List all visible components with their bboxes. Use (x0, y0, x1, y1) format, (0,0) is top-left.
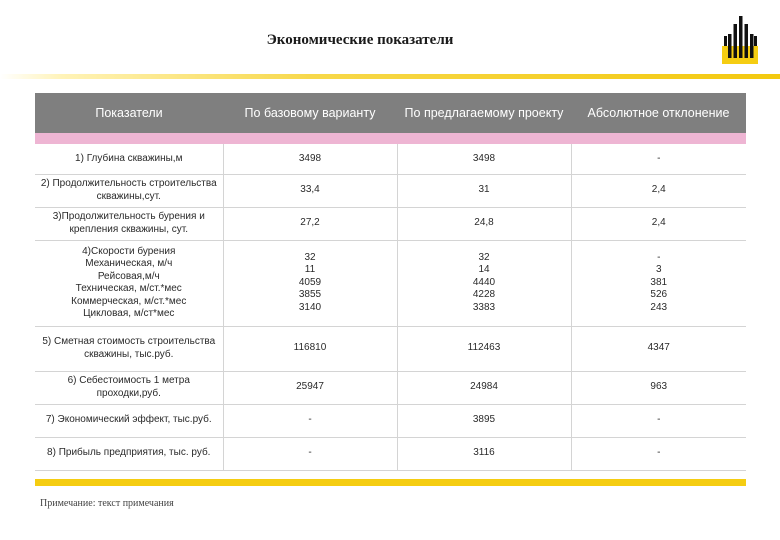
deviation-value: - (571, 437, 746, 470)
base-value: - (223, 404, 397, 437)
rosneft-logo-icon (718, 10, 762, 66)
column-header-proposed: По предлагаемому проекту (397, 93, 571, 133)
page-title: Экономические показатели (266, 32, 454, 48)
deviation-value: - 3 381 526 243 (571, 240, 746, 326)
base-value: 32 11 4059 3855 3140 (223, 240, 397, 326)
row-label: 3)Продолжительность бурения и крепления скважины, сут. (35, 207, 223, 240)
deviation-value: 963 (571, 371, 746, 404)
row-label: 1) Глубина скважины,м (35, 144, 223, 174)
indicators-table (35, 93, 746, 471)
table-header-row (35, 93, 746, 133)
row-label: 8) Прибыль предприятия, тыс. руб. (35, 437, 223, 470)
row-label: 7) Экономический эффект, тыс.руб. (35, 404, 223, 437)
footer-accent-bar (35, 479, 746, 486)
deviation-value: 2,4 (571, 174, 746, 207)
base-value: 116810 (223, 326, 397, 371)
table-row (35, 404, 746, 437)
header-separator (35, 133, 746, 144)
proposed-value: 32 14 4440 4228 3383 (397, 240, 571, 326)
base-value: 33,4 (223, 174, 397, 207)
header-rule (0, 74, 780, 79)
proposed-value: 112463 (397, 326, 571, 371)
deviation-value: - (571, 144, 746, 174)
column-header-base: По базовому варианту (223, 93, 397, 133)
table-row (35, 326, 746, 371)
base-value: 3498 (223, 144, 397, 174)
row-label: 5) Сметная стоимость строительства скважины, тыс.руб. (35, 326, 223, 371)
column-header-indicators: Показатели (35, 93, 223, 133)
deviation-value: 4347 (571, 326, 746, 371)
base-value: 25947 (223, 371, 397, 404)
proposed-value: 3498 (397, 144, 571, 174)
table-row (35, 174, 746, 207)
proposed-value: 24984 (397, 371, 571, 404)
proposed-value: 3895 (397, 404, 571, 437)
base-value: 27,2 (223, 207, 397, 240)
proposed-value: 3116 (397, 437, 571, 470)
table-row (35, 144, 746, 174)
base-value: - (223, 437, 397, 470)
table-row (35, 371, 746, 404)
column-header-deviation: Абсолютное отклонение (571, 93, 746, 133)
table-row (35, 240, 746, 326)
deviation-value: 2,4 (571, 207, 746, 240)
row-label: 4)Скорости бурения Механическая, м/ч Рейсовая,м/ч Техническая, м/ст.*мес Коммерческая, м/ст.*мес Цикловая, м/ст*мес (35, 240, 223, 326)
footnote: Примечание: текст примечания (40, 498, 174, 509)
proposed-value: 31 (397, 174, 571, 207)
row-label: 2) Продолжительность строительства скважины,сут. (35, 174, 223, 207)
table-row (35, 437, 746, 470)
proposed-value: 24,8 (397, 207, 571, 240)
deviation-value: - (571, 404, 746, 437)
table-row (35, 207, 746, 240)
row-label: 6) Себестоимость 1 метра проходки,руб. (35, 371, 223, 404)
